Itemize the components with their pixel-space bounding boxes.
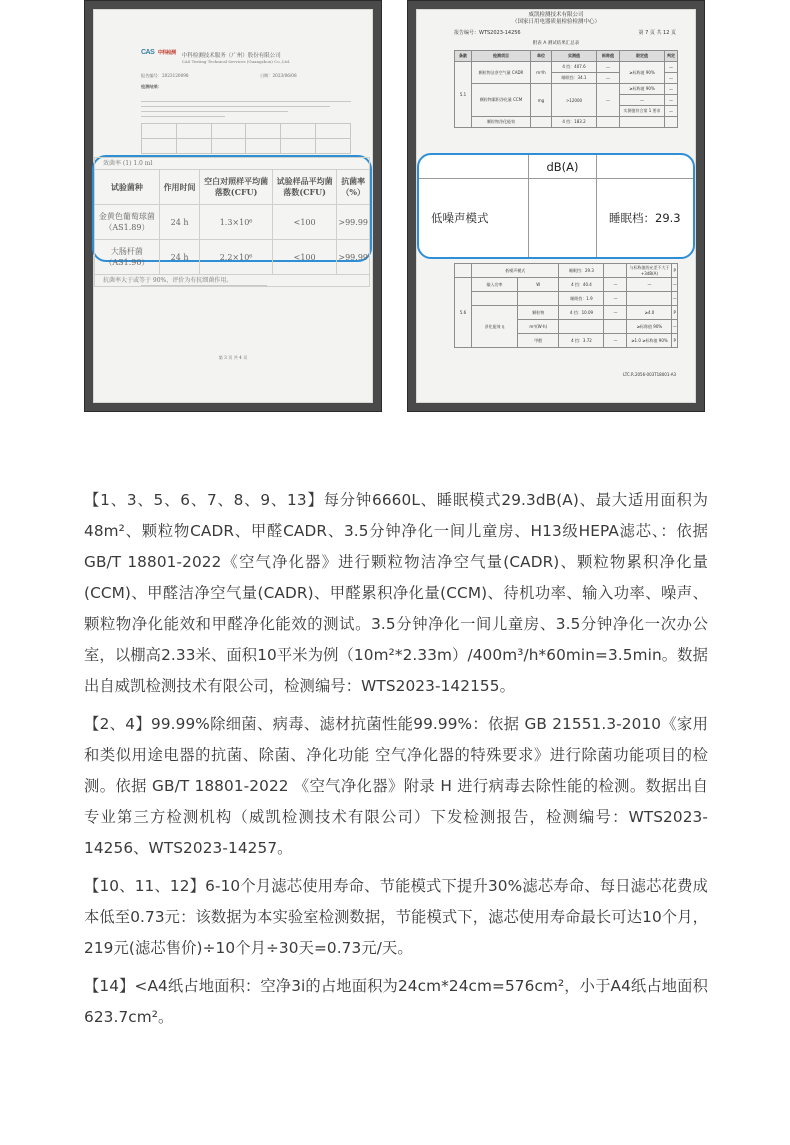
paragraph: 【2、4】99.99%除细菌、病毒、滤材抗菌性能99.99%：依据 GB 21551.3-2010《家用和类似用途电器的抗菌、除菌、净化功能 空气净化器的特殊要求》进行除菌功能项目的检测。依据 GB/T 18801-2022 《空气净化器》附录 H 进行病毒去除性能的检测。数据出自专业第三方检测机构（威凯检测技术有限公司）下发检测报告，检测编号：WTS2023-14256、WTS2023-14257。 (84, 715, 708, 857)
noise-callout (417, 153, 695, 259)
org-name-cn: 中科检测技术服务（广州）股份有限公司 (181, 52, 281, 59)
result-summary-table-lower (454, 263, 678, 348)
table-row: 睡眠挡：34.1 — — (455, 73, 678, 84)
table-row: 金黄色葡萄球菌（AS1.89） 24 h 1.3×10⁶ <100 >99.99 (95, 205, 370, 240)
paragraph: 【10、11、12】6-10个月滤芯使用寿命、节能模式下提升30%滤芯寿命、每日滤芯花费成本低至0.73元：该数据为本实验室检测数据，节能模式下，滤芯使用寿命最长可达10个月，219元(滤芯售价)÷10个月÷30天=0.73元/天。 (84, 877, 708, 957)
table-row: 5.6 输入功率 W 4 挡：40.4 — — — (455, 278, 678, 292)
antibacterial-table (94, 157, 370, 287)
right-page-no: 第 7 页 共 12 页 (638, 30, 676, 36)
paragraph: 【1、3、5、6、7、8、9、13】每分钟6660L、睡眠模式29.3dB(A)、最大适用面积为48m²、颗粒物CADR、甲醛CADR、3.5分钟净化一间儿童房、H13级HEPA滤芯、：依据 GB/T 18801-2022《空气净化器》进行颗粒物洁净空气量(CADR)、颗粒物累积净化量(CCM)、甲醛洁净空气量(CADR)、甲醛累积净化量(CCM)、待机功率、输入功率、噪声、颗粒物净化能效和甲醛净化能效的测试。3.5分钟净化一间儿童房、3.5分钟净化一次办公室，以棚高2.33米、面积10平米为例（10m²*2.33m）/400m³/h*60min=3.5min。数据出自威凯检测技术有限公司，检测编号：WTS2023-142155。 (84, 491, 708, 695)
report-code: LTC.R.2056-003T18001-A3 (623, 372, 676, 377)
table-row: 低噪声模式 睡眠挡：29.3 与标称值的允差不大于+3dB(A) P (455, 264, 678, 278)
col-header: 空白对照样平均菌落数(CFU) (200, 170, 272, 205)
col-header: 作用时间 (159, 170, 200, 205)
right-subtitle: 附表 A 测试结果汇总表 (532, 41, 580, 46)
col-header: 试验菌种 (95, 170, 160, 205)
table-cut-top: 效菌率 (1) 1.0 ml (95, 158, 370, 170)
company-name: 威凯检测技术有限公司 (528, 12, 584, 18)
noise-value: 睡眠档：29.3 (609, 211, 681, 225)
table-cut-bottom: 抗菌率大于或等于 90%，评价为有抗细菌作用。 (95, 275, 370, 287)
table-row: 大肠杆菌（AS1.90） 24 h 2.2×10⁶ <100 >99.99 (95, 240, 370, 275)
table-row: m³/(W·h) ≥标称值 90% — (455, 320, 678, 334)
table-row: 实测值符合第 1 要求 — (455, 106, 678, 117)
report-meta (141, 73, 297, 90)
paragraph: 【14】<A4纸占地面积：空净3i的占地面积为24cm*24cm=576cm²，小于A4纸占地面积623.7cm²。 (84, 977, 708, 1026)
noise-unit: dB(A) (529, 155, 597, 179)
result-summary-table: 条款 检测项目 单位 实测值 标称值 限定值 判定 5.1 颗粒物洁净空气量 CADR m³/h 4 挡：407.6 — ≥标称值 90% — 睡眠挡：34.1 — — 颗粒物累积净化量 CCM mg >12000 — ≥标称值 90% — — — 实测值符合第 1 要求 — 颗粒物净化能效 4 挡：183.2 (454, 50, 678, 128)
cas-header (141, 49, 290, 65)
report-no: 报告编号：2023120098 (141, 73, 189, 78)
table-row: 甲醛 4 挡：3.72 — ≥1.0 ≥标称值 90% P (455, 334, 678, 348)
right-report-no: 报告编号：WTS2023-14256 (454, 30, 521, 36)
right-report-header (416, 12, 696, 26)
cas-logo: $^{CAS}$ $^{中科检测}$ (141, 49, 176, 56)
noise-mode: 低噪声模式 (419, 179, 529, 257)
table-row: 5.1 颗粒物洁净空气量 CADR m³/h 4 挡：407.6 — ≥标称值 90% — (455, 62, 678, 73)
right-report-meta (454, 29, 676, 36)
table-row: 净化能效 η 颗粒物 4 挡：10.09 — ≥4.0 P (455, 306, 678, 320)
section-title: 检测结果： (141, 84, 162, 89)
report-date: 日期：2023/06/08 (259, 73, 297, 78)
table-row: 颗粒物净化能效 4 挡：183.2 (455, 117, 678, 128)
antibacterial-table-callout (92, 155, 372, 284)
table-row: 颗粒物累积净化量 CCM mg >12000 — ≥标称值 90% — (455, 84, 678, 95)
table-row: 睡眠挡：1.9 — — (455, 292, 678, 306)
report-small-table (141, 123, 351, 154)
org-name-en: CAS Testing Technical Services (Guangzhou) Co.,Ltd. (181, 58, 291, 64)
report-body-lines (141, 97, 351, 121)
disclaimer-text (84, 485, 708, 1040)
table-row: — — (455, 95, 678, 106)
left-page-footer: 第 3 页 共 4 页 (218, 355, 248, 360)
col-header: 试验样品平均菌落数(CFU) (272, 170, 337, 205)
col-header: 抗菌率（%） (337, 170, 370, 205)
center-name: （国家日用电器质量检验检测中心） (511, 19, 600, 25)
